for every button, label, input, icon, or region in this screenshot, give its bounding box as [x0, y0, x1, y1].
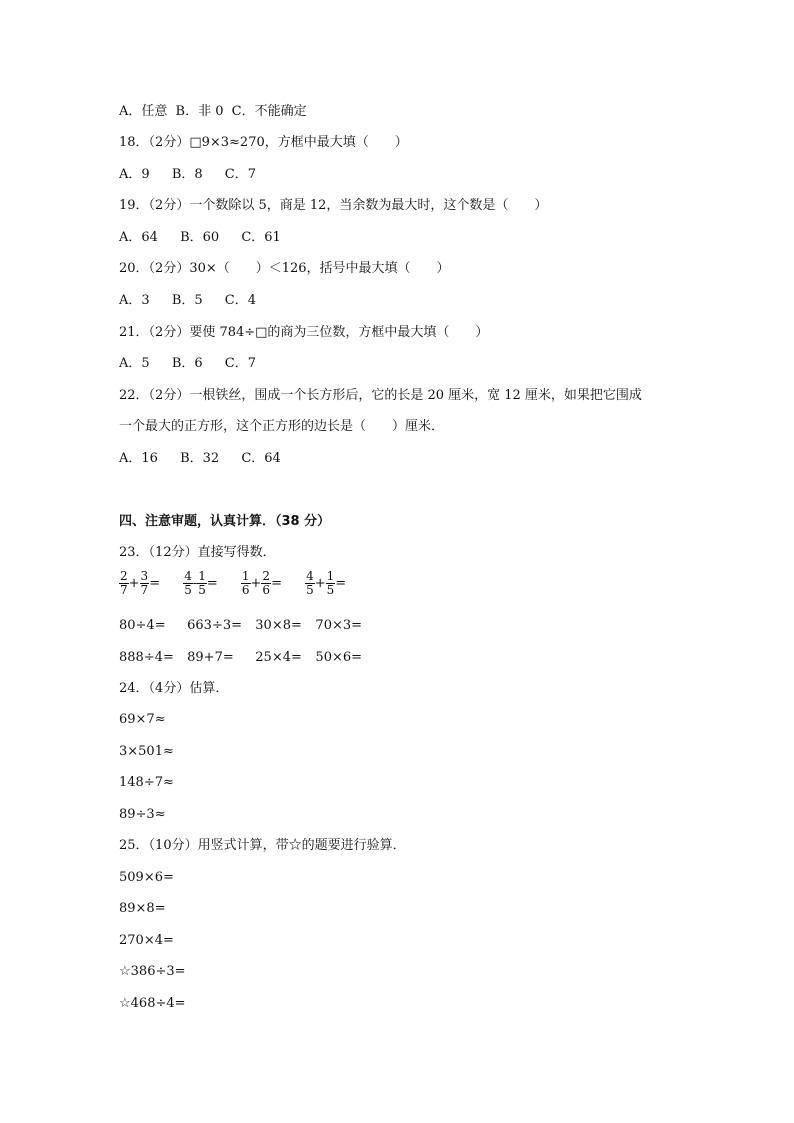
fraction: $\frac{4}{5}$ — [184, 570, 192, 597]
q17-option-b: B．非 0 — [175, 104, 224, 119]
q22-stem-line1: 22．（2分）一根铁丝，围成一个长方形后，它的长是 20 厘米，宽 12 厘米，如果把它围成 — [119, 388, 642, 403]
fraction: $\frac{3}{7}$ — [140, 570, 149, 597]
vertical-calc-item: ☆468÷4= — [119, 996, 186, 1011]
fraction: $\frac{1}{5}$ — [326, 570, 335, 597]
q21-options — [119, 356, 274, 372]
q21-option-a: A．5 — [119, 356, 150, 371]
q25-stem: 25．（10分）用竖式计算，带☆的题要进行验算． — [119, 838, 406, 853]
q19-stem: 19．（2分）一个数除以 5，商是 12，当余数为最大时，这个数是（ ） — [119, 198, 548, 213]
q24-stem: 24．（4分）估算． — [119, 681, 229, 696]
q20-option-a: A．3 — [119, 293, 150, 308]
vertical-calc-item: 89×8= — [119, 901, 166, 916]
calc-item: 25×4= — [255, 650, 302, 665]
q18-option-a: A．9 — [119, 167, 150, 182]
q18-stem: 18．（2分）□9×3≈270，方框中最大填（ ） — [119, 135, 408, 150]
estimate-item: 3×501≈ — [119, 744, 174, 759]
q19-option-a: A．64 — [119, 230, 158, 245]
fraction-expression: $\frac{4}{5}$ + $\frac{1}{5}$ = — [306, 570, 347, 597]
calc-item: 89+7= — [187, 650, 234, 665]
q23-fraction-row — [119, 570, 364, 604]
q20-stem: 20．（2分）30×（ ）＜126，括号中最大填（ ） — [119, 261, 450, 276]
vertical-calc-item: 509×6= — [119, 870, 174, 885]
calc-item: 70×3= — [315, 618, 363, 633]
q22-stem-line2: 一个最大的正方形，这个正方形的边长是（ ）厘米． — [119, 419, 445, 434]
fraction: $\frac{2}{7}$ — [120, 570, 128, 597]
estimate-item: 89÷3≈ — [119, 807, 166, 822]
section-heading: 四、注意审题，认真计算．（38 分） — [119, 514, 331, 529]
q23-row-2 — [119, 618, 371, 634]
fraction-expression: $\frac{1}{6}$ + $\frac{2}{6}$ = — [241, 570, 282, 597]
q19-option-c: C．61 — [241, 230, 281, 245]
q17-option-a: A．任意 — [119, 104, 168, 119]
vertical-calc-item: ☆386÷3= — [119, 964, 186, 979]
q20-option-c: C．4 — [224, 293, 256, 308]
calc-item: 888÷4= — [119, 650, 174, 665]
q18-option-c: C．7 — [224, 167, 256, 182]
vertical-calc-item: 270×4= — [119, 933, 174, 948]
q18-options — [119, 167, 274, 183]
calc-item: 30×8= — [255, 618, 302, 633]
q22-option-b: B．32 — [180, 451, 220, 466]
q22-options — [119, 451, 299, 467]
q19-option-b: B．60 — [180, 230, 220, 245]
q23-stem: 23．（12分）直接写得数． — [119, 545, 276, 560]
calc-item: 80÷4= — [119, 618, 166, 633]
estimate-item: 69×7≈ — [119, 712, 166, 727]
fraction-expression: $\frac{4}{5}$ - $\frac{1}{5}$ = — [184, 570, 218, 597]
fraction: $\frac{2}{6}$ — [262, 570, 271, 597]
fraction: $\frac{1}{5}$ — [198, 570, 206, 597]
q21-stem: 21．（2分）要使 784÷□的商为三位数，方框中最大填（ ） — [119, 325, 489, 340]
q19-options — [119, 230, 299, 246]
fraction: $\frac{1}{6}$ — [241, 570, 250, 597]
q20-option-b: B．5 — [171, 293, 203, 308]
q17-options — [119, 104, 325, 120]
fraction: $\frac{4}{5}$ — [306, 570, 314, 597]
q21-option-b: B．6 — [171, 356, 203, 371]
q21-option-c: C．7 — [224, 356, 256, 371]
q22-option-c: C．64 — [241, 451, 281, 466]
calc-item: 50×6= — [315, 650, 363, 665]
q18-option-b: B．8 — [171, 167, 203, 182]
q20-options — [119, 293, 274, 309]
calc-item: 663÷3= — [187, 618, 243, 633]
q23-row-3 — [119, 650, 371, 666]
q22-option-a: A．16 — [119, 451, 158, 466]
fraction-expression: $\frac{2}{7}$ + $\frac{3}{7}$ = — [120, 570, 161, 597]
q17-option-c: C．不能确定 — [231, 104, 307, 119]
estimate-item: 148÷7≈ — [119, 775, 174, 790]
